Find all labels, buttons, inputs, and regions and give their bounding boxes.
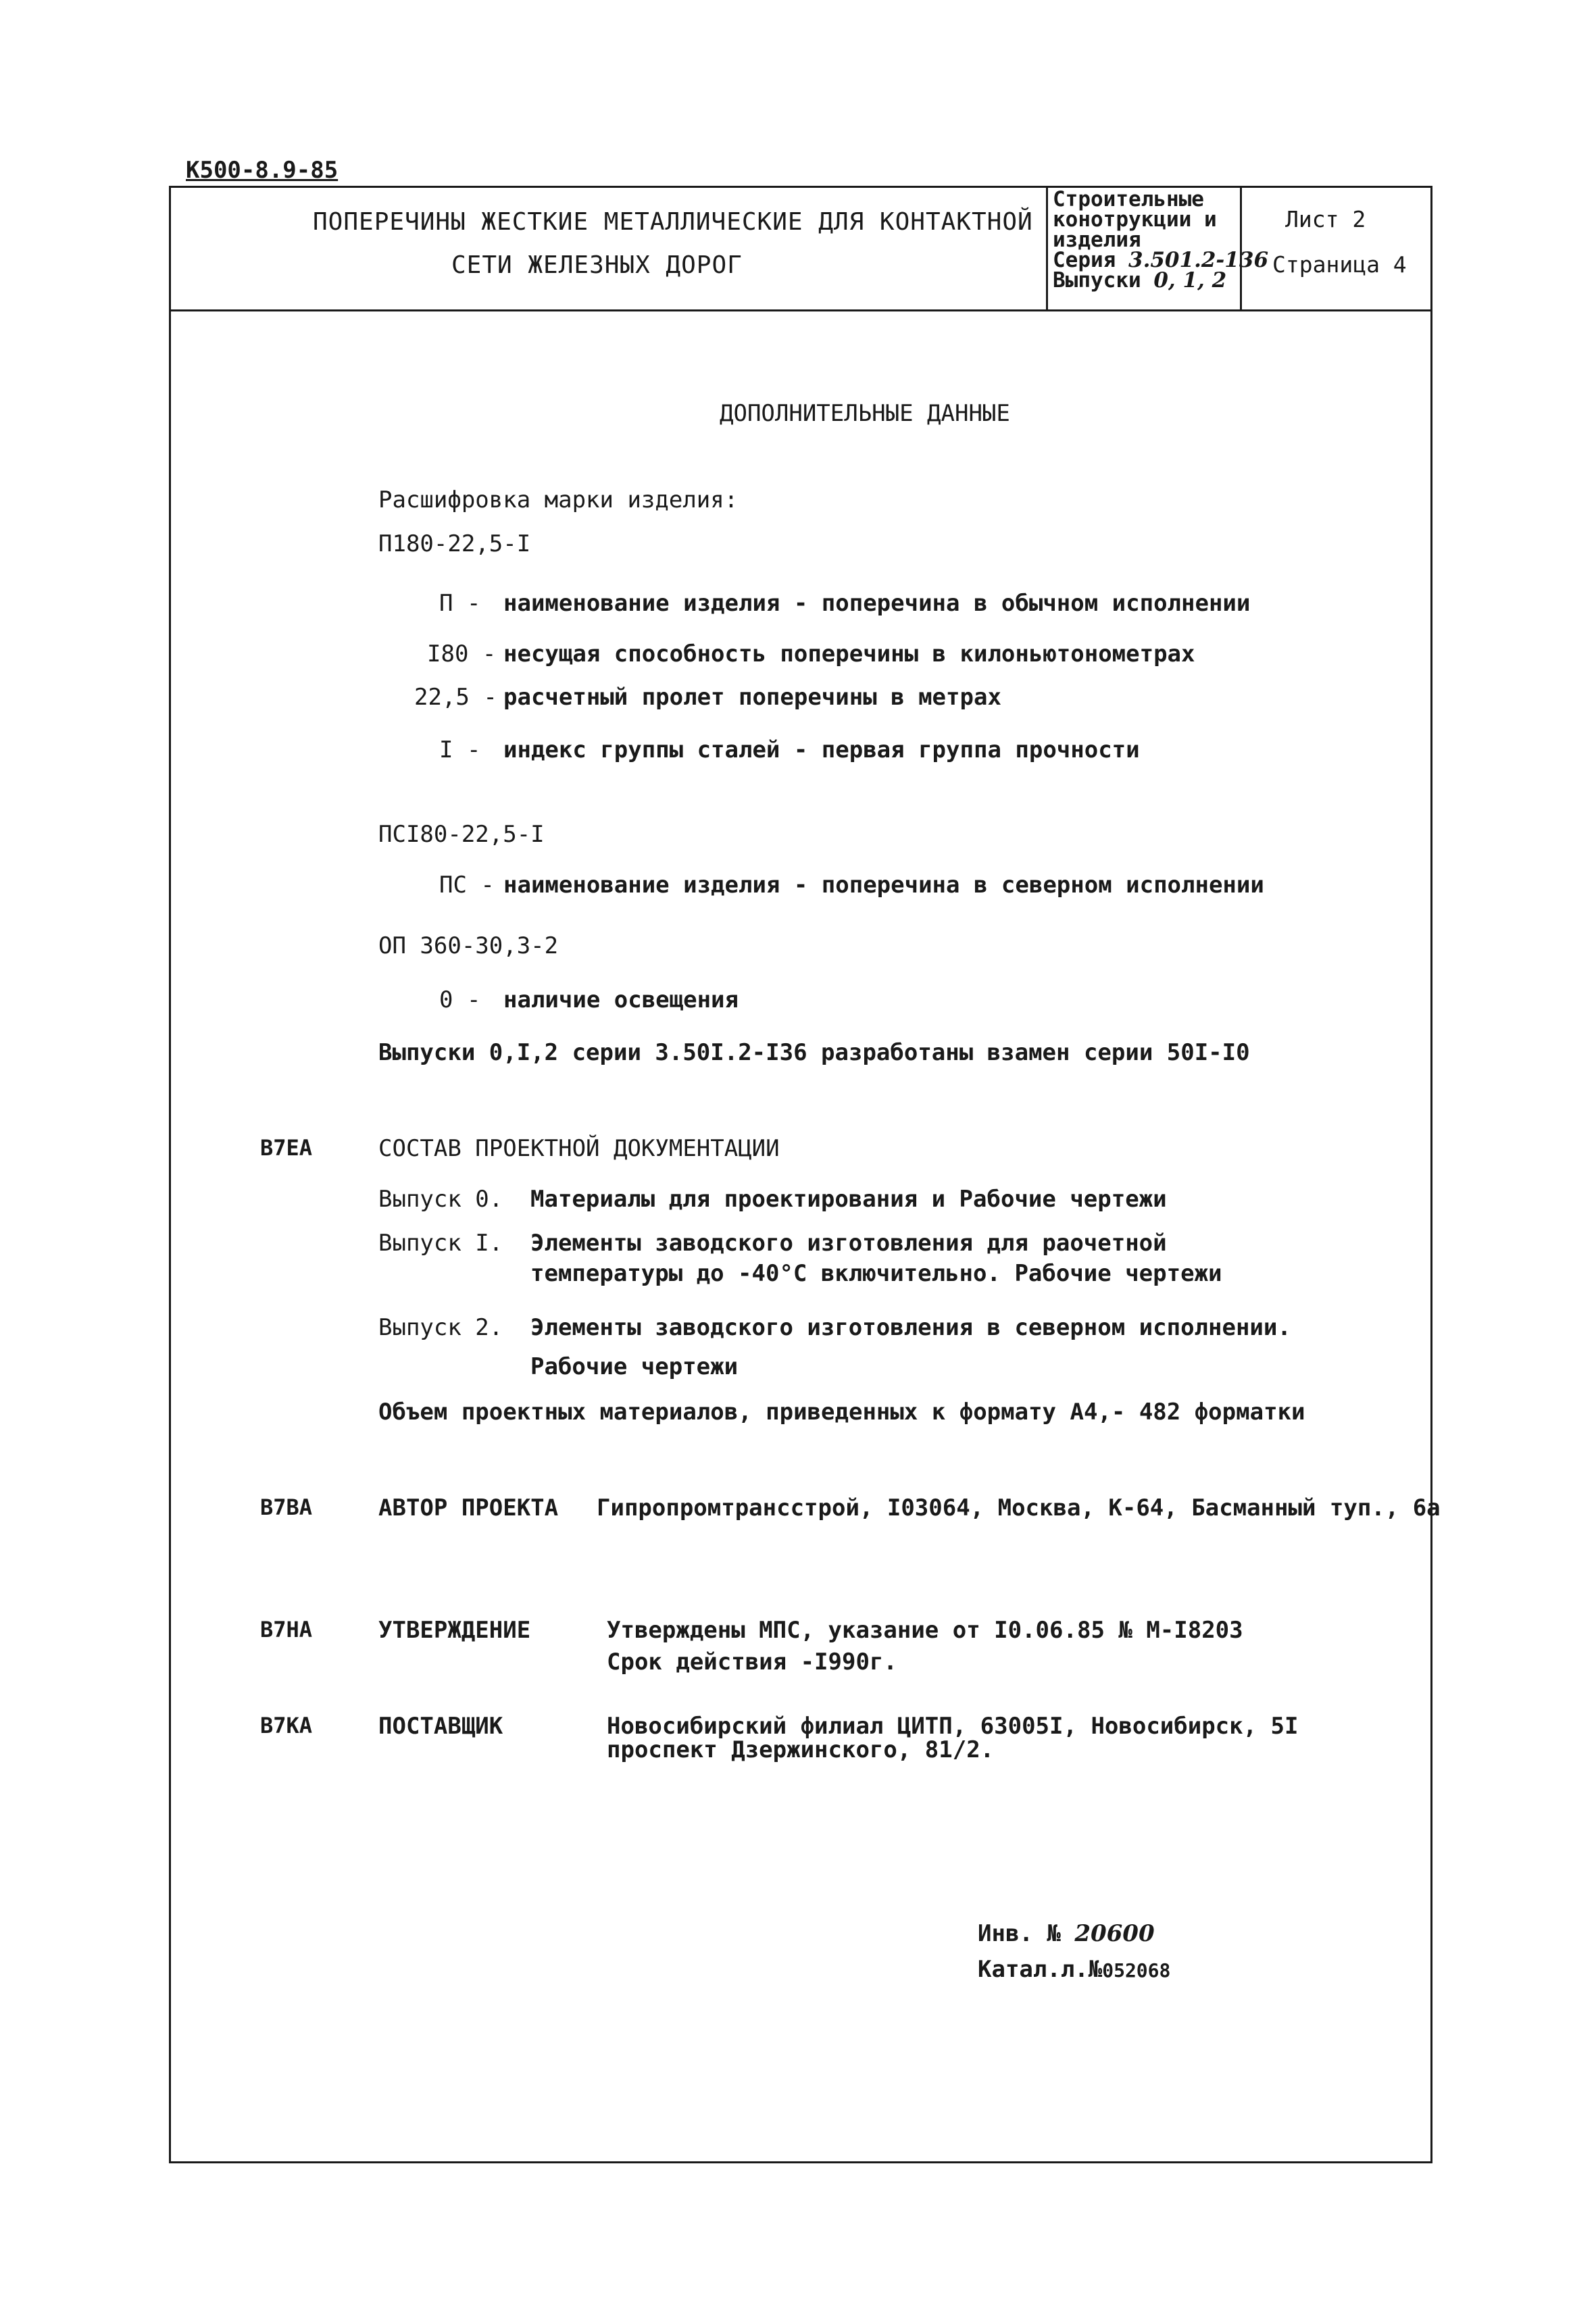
- supplier-line2: проспект Дзержинского, 81/2.: [607, 1736, 995, 1763]
- header-issues: [1053, 270, 1226, 291]
- header-divider: [171, 309, 1430, 311]
- section-title: ДОПОЛНИТЕЛЬНЫЕ ДАННЫЕ: [720, 400, 1010, 427]
- supplier-label: ПОСТАВЩИК: [378, 1713, 503, 1740]
- header-category-line2: конотрукции и: [1053, 207, 1217, 232]
- supplier-code: В7КА: [260, 1713, 313, 1738]
- page-frame: [169, 186, 1432, 2163]
- issue-0-label: Выпуск 0.: [378, 1186, 503, 1213]
- mark1-desc-0: наименование изделия - поперечина в обычном исполнении: [503, 590, 1251, 617]
- author-value: Гипропромтрансстрой, I03064, Москва, К-64, Басманный туп., 6а: [597, 1494, 1441, 1521]
- mark1-key-2: 22,5 -: [414, 684, 497, 711]
- mark2-desc-0: наименование изделия - поперечина в северном исполнении: [503, 872, 1264, 899]
- mark-2: ПСI80-22,5-I: [378, 821, 545, 848]
- mark3-key-0: 0 -: [439, 986, 481, 1013]
- mark1-key-1: I80 -: [427, 640, 497, 668]
- approval-label: УТВЕРЖДЕНИЕ: [378, 1617, 531, 1644]
- header-title-line1: ПОПЕРЕЧИНЫ ЖЕСТКИЕ МЕТАЛЛИЧЕСКИЕ ДЛЯ КОНТАКТНОЙ: [313, 208, 1033, 236]
- mark1-desc-3: индекс группы сталей - первая группа прочности: [503, 736, 1140, 763]
- approval-line1: Утверждены МПС, указание от I0.06.85 № М-I8203: [607, 1617, 1243, 1644]
- replacement-note: Выпуски 0,I,2 серии 3.50I.2-I36 разработаны взамен серии 50I-I0: [378, 1039, 1250, 1066]
- mark1-key-0: П -: [439, 590, 481, 617]
- mark-3: ОП 360-30,3-2: [378, 932, 559, 959]
- series-label: Серия: [1053, 248, 1116, 272]
- issue-0-line1: Материалы для проектирования и Рабочие чертежи: [530, 1186, 1167, 1213]
- catalog-label: Катал.л.№: [978, 1956, 1103, 1983]
- issues-label: Выпуски: [1053, 268, 1141, 293]
- issue-1-line1: Элементы заводского изготовления для раочетной: [530, 1230, 1167, 1257]
- catalog-value: 052068: [1102, 1959, 1171, 1982]
- mark1-key-3: I -: [439, 736, 481, 763]
- issue-2-label: Выпуск 2.: [378, 1314, 503, 1341]
- composition-title: СОСТАВ ПРОЕКТНОЙ ДОКУМЕНТАЦИИ: [378, 1135, 780, 1162]
- decoding-heading: Расшифровка марки изделия:: [378, 486, 739, 513]
- author-label: АВТОР ПРОЕКТА: [378, 1494, 559, 1521]
- composition-code: В7ЕА: [260, 1135, 313, 1161]
- header-category-line3: изделия: [1053, 228, 1141, 252]
- mark1-desc-1: несущая способность поперечины в килоньютонометрах: [503, 640, 1195, 668]
- approval-code: В7НА: [260, 1617, 313, 1642]
- page-number: Страница 4: [1272, 251, 1407, 278]
- approval-line2: Срок действия -I990г.: [607, 1649, 897, 1676]
- author-code: В7ВА: [260, 1494, 313, 1520]
- header-title-line2: СЕТИ ЖЕЛЕЗНЫХ ДОРОГ: [451, 251, 743, 279]
- header-category-line1: Строительные: [1053, 187, 1204, 211]
- mark1-desc-2: расчетный пролет поперечины в метрах: [503, 684, 1001, 711]
- header-series: [1053, 250, 1268, 270]
- issue-1-label: Выпуск I.: [378, 1230, 503, 1257]
- volume-note: Объем проектных материалов, приведенных к формату А4,- 482 форматки: [378, 1399, 1305, 1426]
- mark-1: П180-22,5-I: [378, 530, 531, 557]
- inventory-value: 20600: [1074, 1920, 1155, 1947]
- issue-1-line2: температуры до -40°С включительно. Рабочие чертежи: [530, 1260, 1222, 1287]
- issues-value: 0, 1, 2: [1153, 268, 1227, 293]
- inventory-number: [978, 1920, 1155, 1947]
- header-col-divider-1: [1046, 188, 1048, 309]
- sheet-number: Лист 2: [1285, 206, 1366, 232]
- issue-2-line2: Рабочие чертежи: [530, 1353, 739, 1380]
- inventory-label: Инв. №: [978, 1920, 1061, 1947]
- series-value: 3.501.2-136: [1128, 248, 1269, 272]
- document-code: К500-8.9-85: [186, 157, 339, 184]
- mark2-key-0: ПС -: [439, 872, 495, 899]
- mark3-desc-0: наличие освещения: [503, 986, 739, 1013]
- catalog-number: [978, 1956, 1170, 1983]
- issue-2-line1: Элементы заводского изготовления в северном исполнении.: [530, 1314, 1291, 1341]
- supplier-line1: Новосибирский филиал ЦИТП, 63005I, Новосибирск, 5I: [607, 1713, 1299, 1740]
